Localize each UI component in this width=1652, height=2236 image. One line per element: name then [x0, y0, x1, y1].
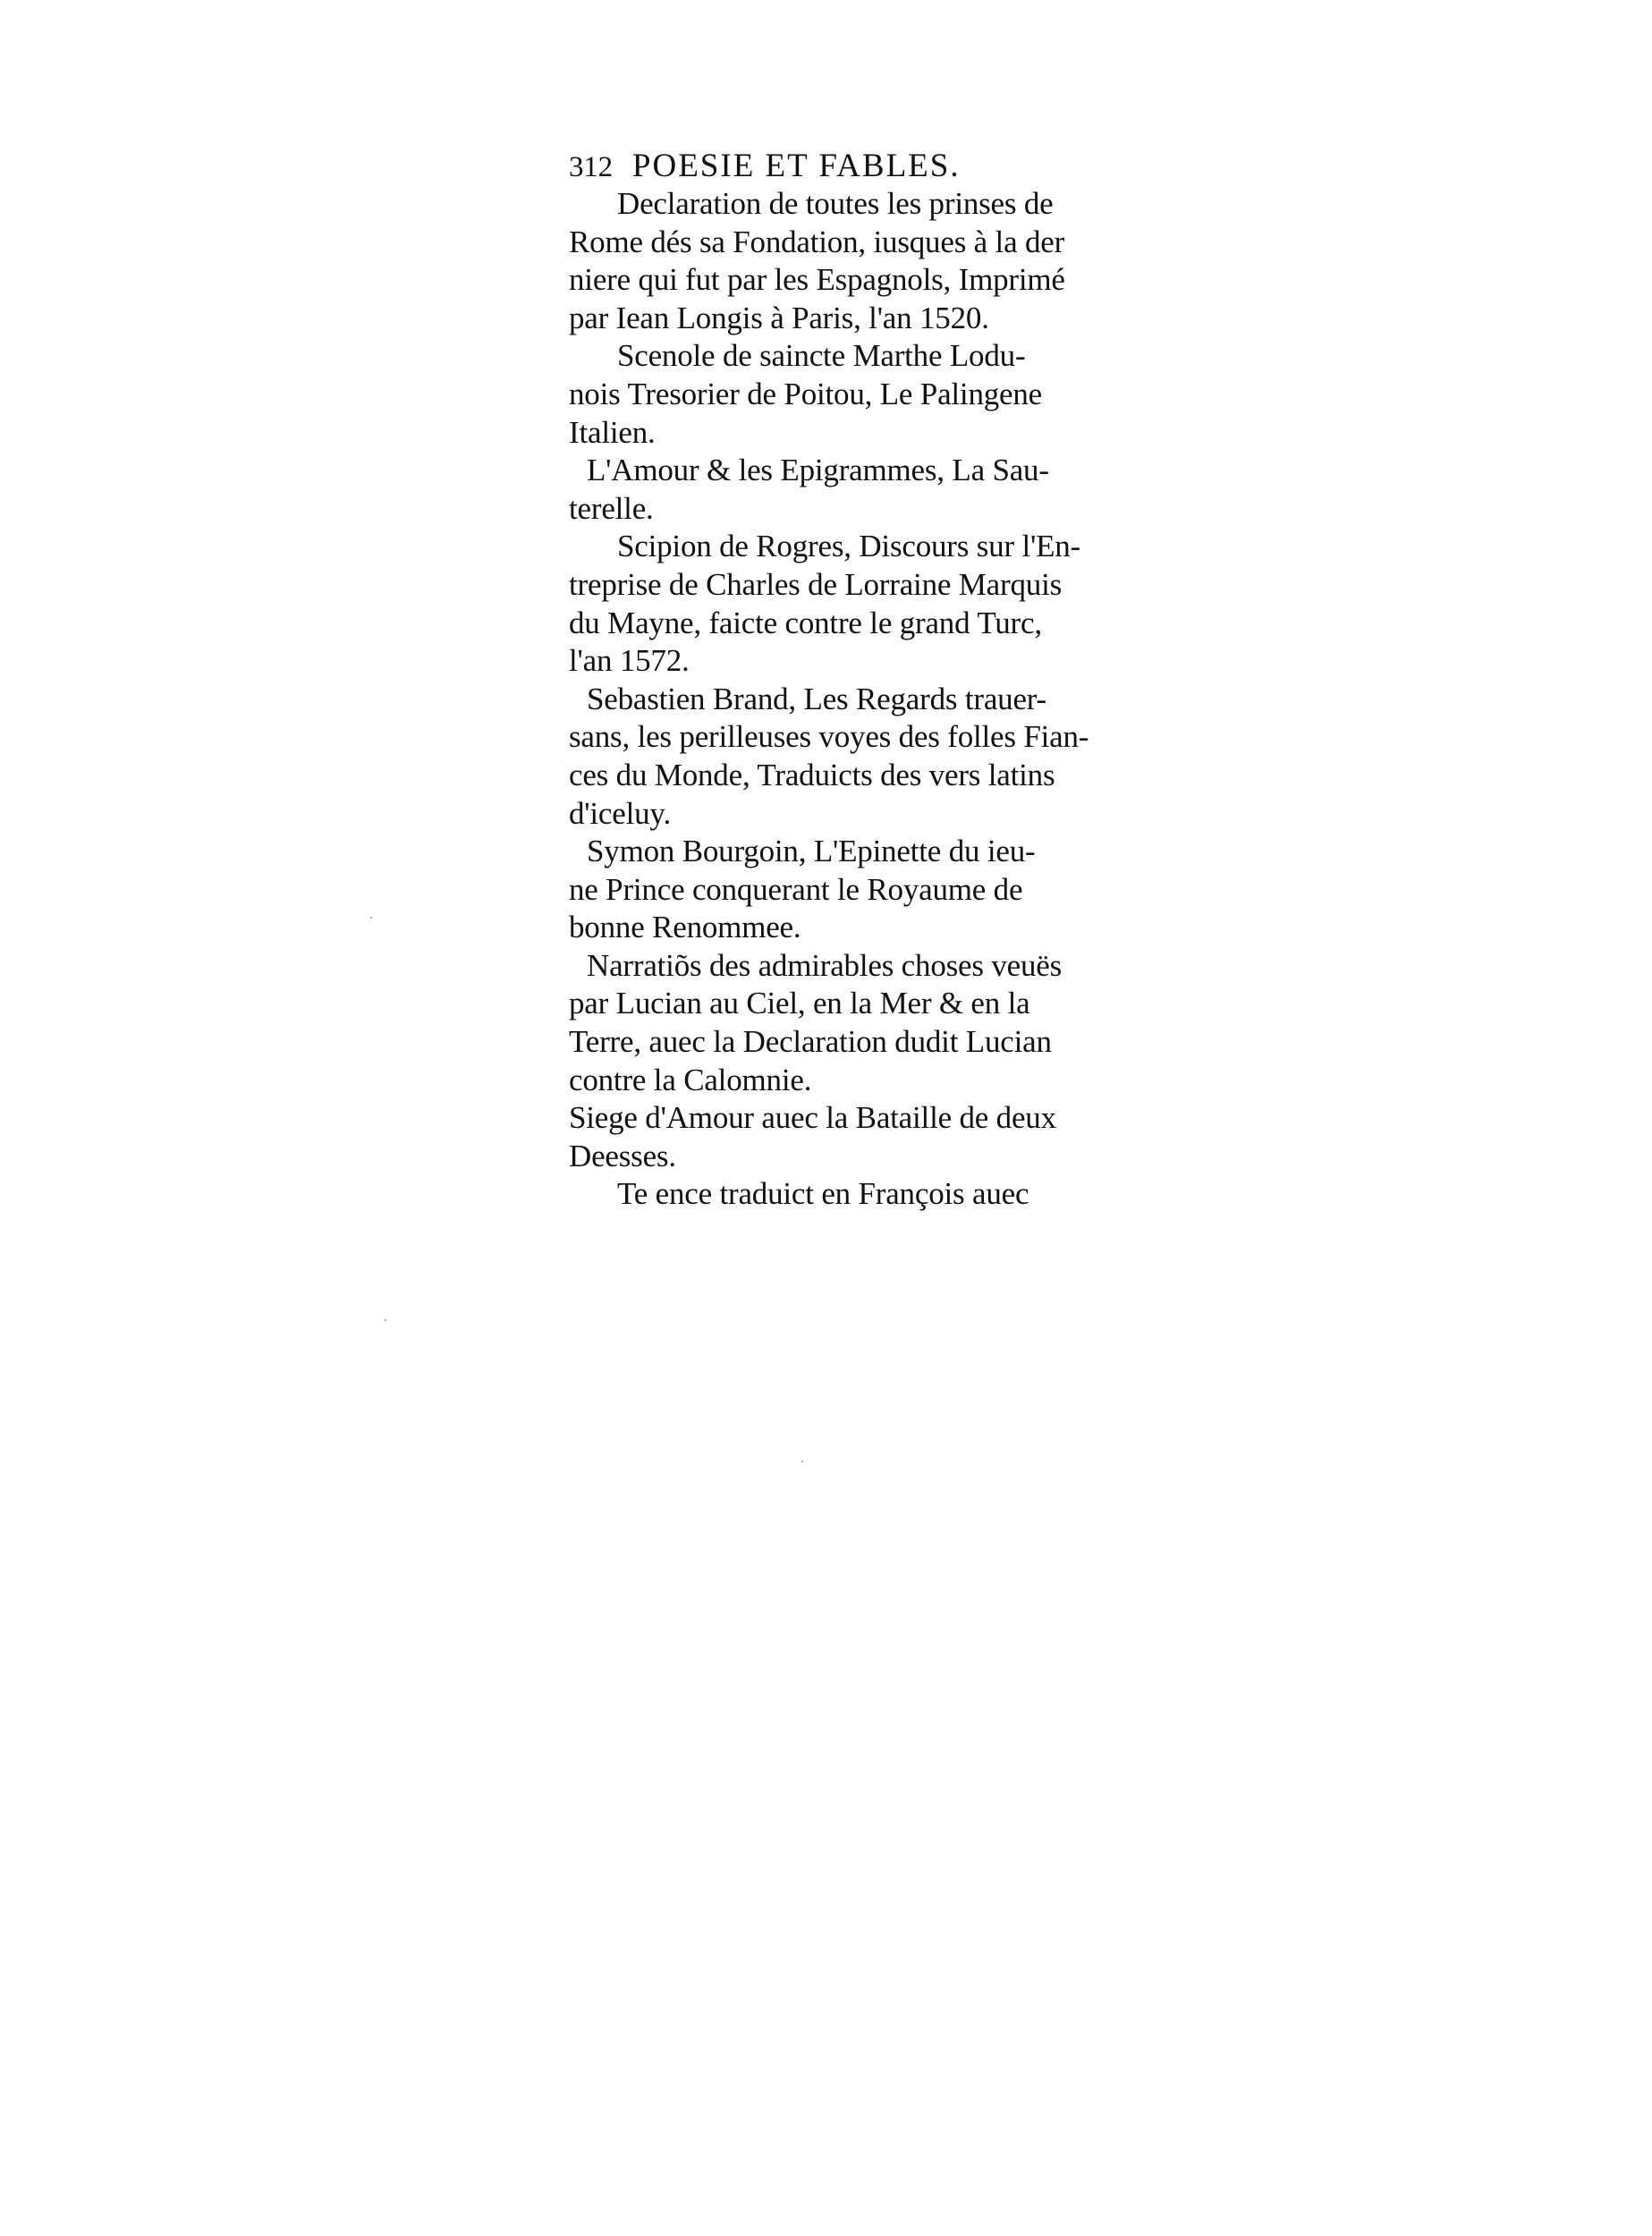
text-line: du Mayne, faicte contre le grand Turc, [569, 605, 1042, 640]
text-line: Symon Bourgoin, L'Epinette du ieu- [587, 834, 1036, 869]
text-line: terelle. [569, 490, 654, 526]
catalog-entry [569, 1099, 1123, 1175]
text-line: d'iceluy. [569, 795, 672, 831]
running-title: POESIE ET FABLES. [631, 148, 961, 184]
text-line: par Lucian au Ciel, en la Mer & en la [569, 986, 1030, 1021]
paper-speck [801, 1461, 803, 1462]
text-line: Te ence traduict en François auec [617, 1176, 1029, 1212]
text-line: Deesses. [569, 1138, 676, 1173]
text-line: bonne Renommee. [569, 910, 801, 945]
catalog-entry [569, 947, 1123, 1099]
text-line: Scenole de saincte Marthe Lodu- [617, 338, 1026, 374]
text-line: Narratiõs des admirables choses veuës [587, 947, 1063, 983]
text-line: par Iean Longis à Paris, l'an 1520. [569, 300, 989, 335]
text-line: treprise de Charles de Lorraine Marquis [569, 566, 1063, 602]
text-line: nois Tresorier de Poitou, Le Palingene [569, 376, 1043, 411]
text-block [569, 148, 1123, 1214]
text-line: Sebastien Brand, Les Regards trauer- [587, 681, 1047, 716]
text-line: ces du Monde, Traduicts des vers latins [569, 757, 1055, 792]
text-line: L'Amour & les Epigrammes, La Sau- [587, 453, 1049, 488]
text-line: l'an 1572. [569, 643, 690, 679]
catalog-entry [569, 528, 1123, 680]
text-line: Declaration de toutes les prinses de [617, 186, 1054, 221]
entry-list [569, 185, 1123, 1214]
text-line: contre la Calomnie. [569, 1062, 812, 1097]
page-header [569, 148, 1123, 185]
catalog-entry [569, 185, 1123, 337]
catalog-entry [569, 833, 1123, 947]
text-line: ne Prince conquerant le Royaume de [569, 871, 1023, 907]
catalog-entry [569, 1175, 1123, 1214]
page-number: 312 [569, 151, 613, 183]
text-line: niere qui fut par les Espagnols, Imprimé [569, 262, 1065, 298]
text-line: Terre, auec la Declaration dudit Lucian [569, 1024, 1052, 1060]
paper-speck [370, 917, 372, 919]
paper-speck [385, 1319, 386, 1321]
text-line: Italien. [569, 414, 656, 450]
catalog-entry [569, 681, 1123, 833]
text-line: Siege d'Amour auec la Bataille de deux [569, 1100, 1056, 1136]
catalog-entry [569, 337, 1123, 452]
text-line: sans, les perilleuses voyes des folles Fian- [569, 719, 1089, 755]
catalog-entry [569, 452, 1123, 528]
text-line: Rome dés sa Fondation, iusques à la der [569, 224, 1065, 259]
text-line: Scipion de Rogres, Discours sur l'En- [617, 529, 1081, 564]
